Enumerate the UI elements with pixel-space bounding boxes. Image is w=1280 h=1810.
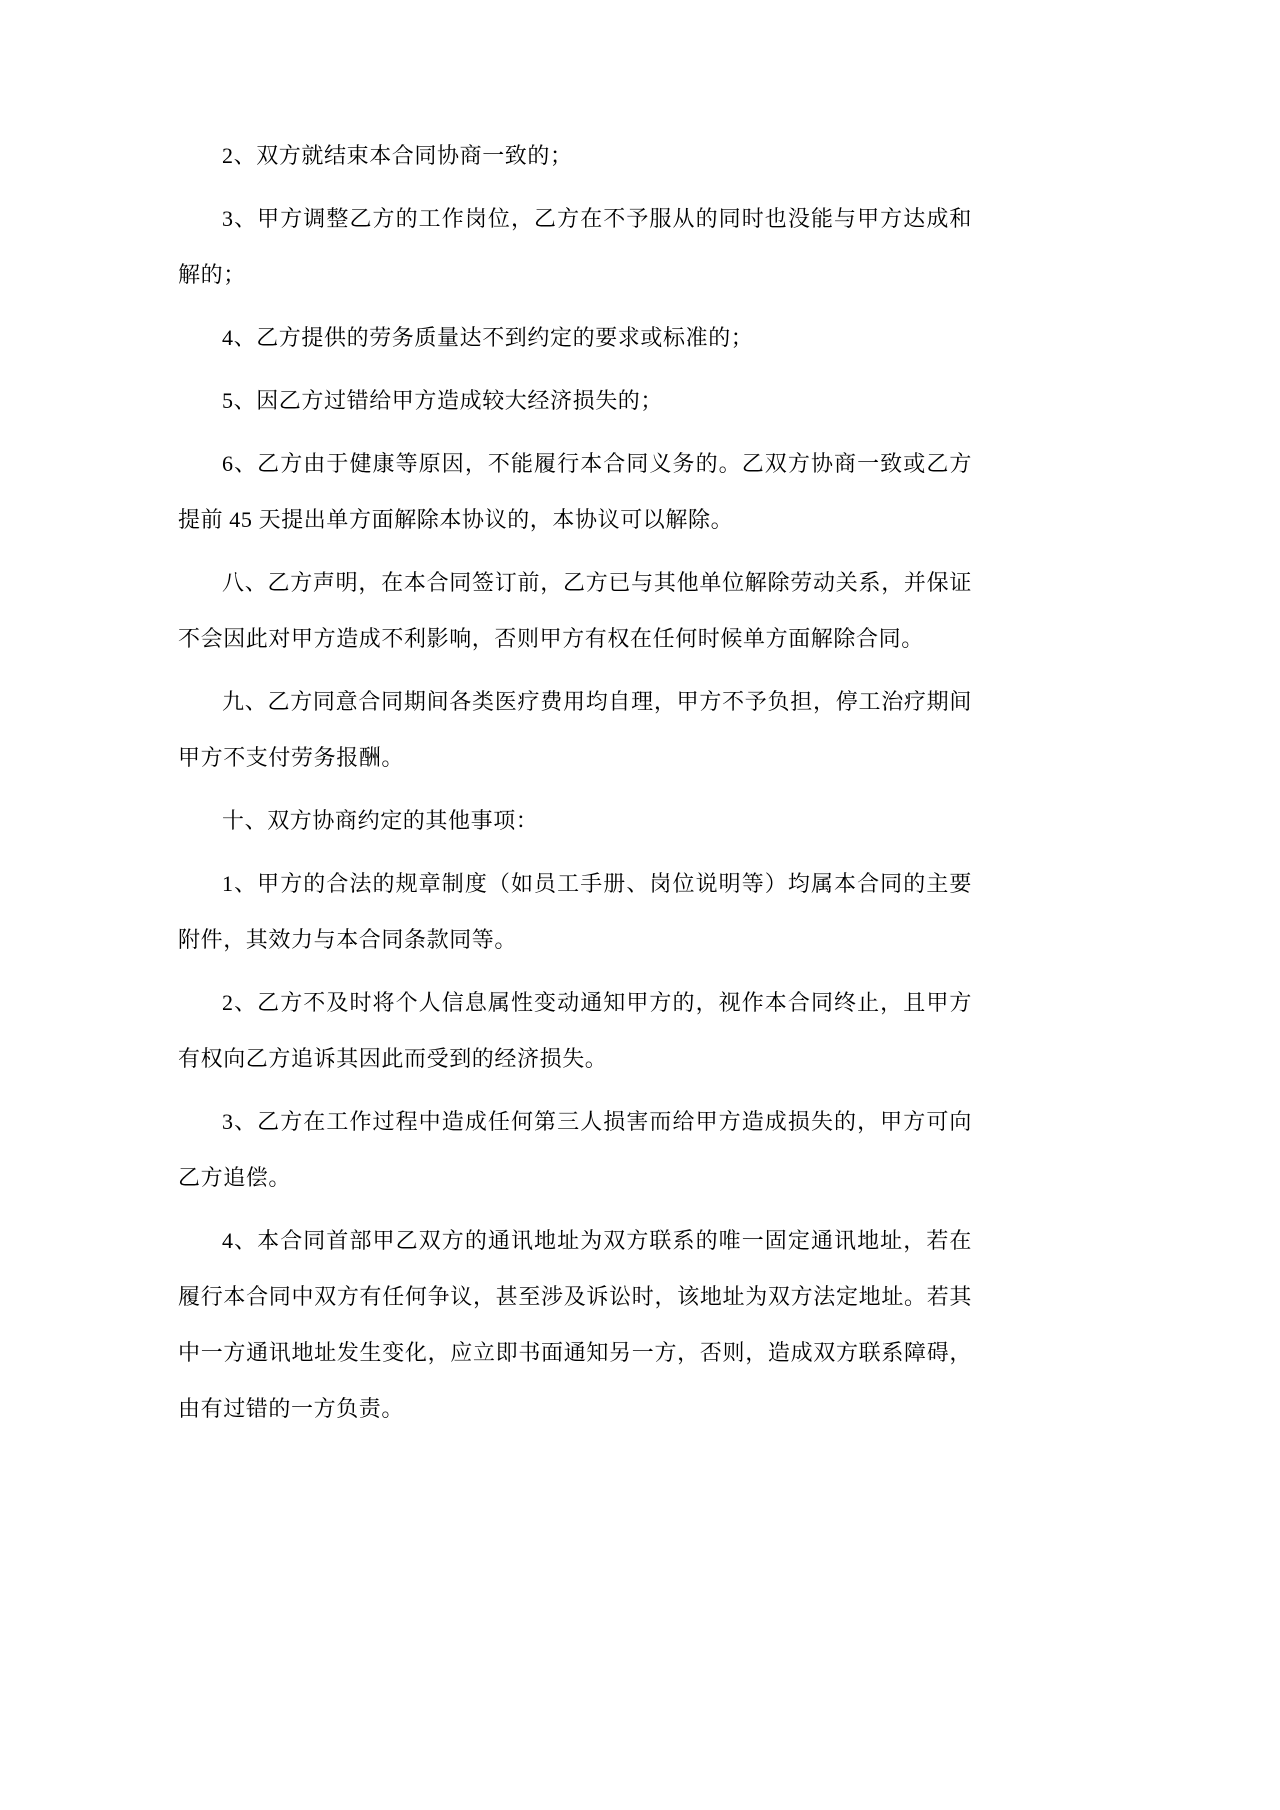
paragraph: 6、乙方由于健康等原因，不能履行本合同义务的。乙双方协商一致或乙方提前 45 天提出单方面解除本协议的，本协议可以解除。 [178,451,972,532]
paragraph: 3、乙方在工作过程中造成任何第三人损害而给甲方造成损失的，甲方可向乙方追偿。 [178,1109,972,1190]
paragraph: 5、因乙方过错给甲方造成较大经济损失的； [222,388,664,413]
paragraph: 2、双方就结束本合同协商一致的； [222,143,573,168]
paragraph: 九、乙方同意合同期间各类医疗费用均自理，甲方不予负担，停工治疗期间甲方不支付劳务报酬。 [178,689,972,770]
paragraph: 2、乙方不及时将个人信息属性变动通知甲方的，视作本合同终止，且甲方有权向乙方追诉其因此而受到的经济损失。 [178,990,972,1071]
paragraph: 3、甲方调整乙方的工作岗位，乙方在不予服从的同时也没能与甲方达成和解的； [178,206,972,287]
paragraph: 4、本合同首部甲乙双方的通讯地址为双方联系的唯一固定通讯地址，若在履行本合同中双方有任何争议，甚至涉及诉讼时，该地址为双方法定地址。若其中一方通讯地址发生变化，应立即书面通知另一方，否则，造成双方联系障碍，由有过错的一方负责。 [178,1228,972,1421]
paragraph: 4、乙方提供的劳务质量达不到约定的要求或标准的； [222,325,754,350]
paragraph: 八、乙方声明，在本合同签订前，乙方已与其他单位解除劳动关系，并保证不会因此对甲方造成不利影响，否则甲方有权在任何时候单方面解除合同。 [178,570,972,651]
paragraph: 十、双方协商约定的其他事项： [222,808,539,833]
paragraph: 1、甲方的合法的规章制度（如员工手册、岗位说明等）均属本合同的主要附件，其效力与本合同条款同等。 [178,871,972,952]
